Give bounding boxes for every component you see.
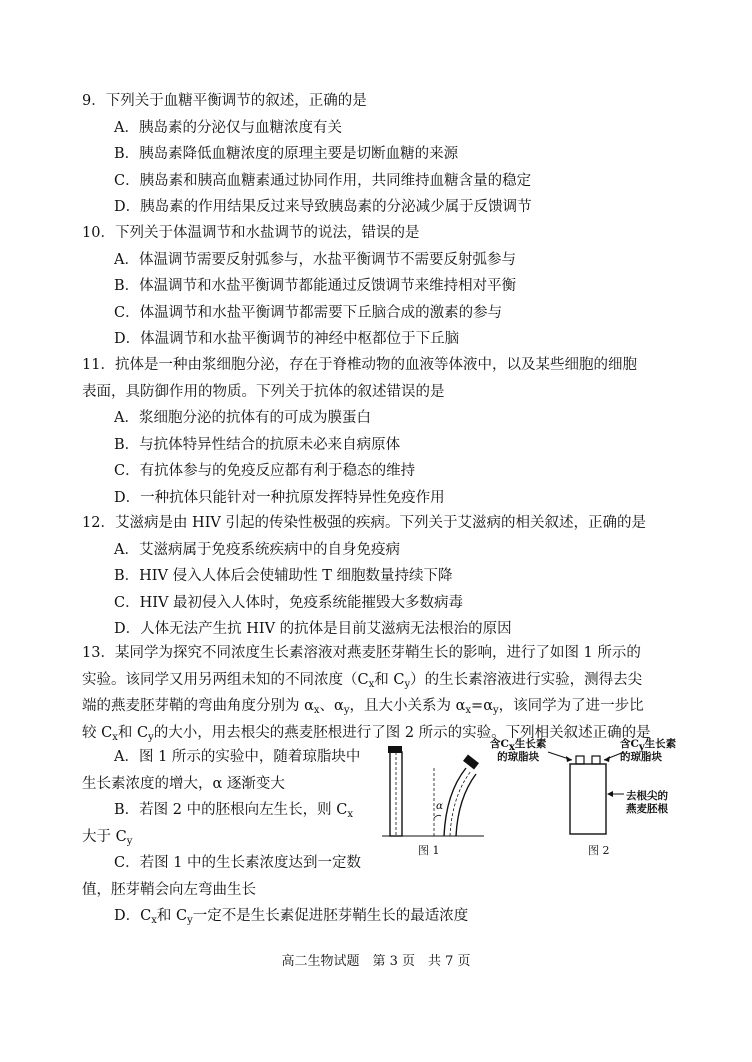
option-d: D．人体无法产生抗 HIV 的抗体是目前艾滋病无法根治的原因 bbox=[114, 621, 512, 637]
option-a-cont: 生长素浓度的增大，α 逐渐变大 bbox=[82, 775, 285, 792]
subscript-y: y bbox=[148, 731, 154, 743]
option-d bbox=[82, 903, 714, 930]
option-b: B．与抗体特异性结合的抗原未必来自病原体 bbox=[114, 436, 401, 453]
stem-text: =α bbox=[471, 698, 493, 714]
option-b bbox=[82, 797, 372, 824]
label-text: 的琼脂块 bbox=[497, 751, 540, 763]
stem-text: ）的生长素溶液进行实验，测得去尖 bbox=[410, 671, 643, 688]
subscript-x: x bbox=[368, 678, 375, 690]
label-text: 去根尖的 bbox=[626, 790, 668, 802]
option-c-cont: 值，胚芽鞘会向左弯曲生长 bbox=[82, 881, 256, 898]
question-12 bbox=[82, 510, 682, 643]
question-stem-line-3 bbox=[82, 693, 682, 720]
question-11 bbox=[82, 352, 682, 511]
option-a: A．艾滋病属于免疫系统疾病中的自身免疫病 bbox=[114, 541, 400, 558]
question-stem: 12．艾滋病是由 HIV 引起的传染性极强的疾病。下列关于艾滋病的相关叙述，正确的是 bbox=[82, 515, 647, 531]
option-text: D．C bbox=[114, 908, 152, 924]
question-13-options bbox=[82, 744, 469, 930]
label-text: 的琼脂块 bbox=[620, 751, 662, 763]
option-b: B．HIV 侵入人体后会使辅助性 T 细胞数量持续下降 bbox=[114, 568, 453, 584]
subscript-x: x bbox=[313, 705, 320, 716]
option-c: C．HIV 最初侵入人体时，免疫系统能摧毁大多数病毒 bbox=[114, 594, 464, 611]
question-9 bbox=[82, 88, 682, 221]
stem-text: 、α bbox=[319, 698, 344, 714]
question-stem: 9．下列关于血糖平衡调节的叙述，正确的是 bbox=[82, 93, 367, 109]
figure-2-label-root bbox=[626, 790, 668, 816]
option-text: 和 C bbox=[156, 908, 188, 924]
question-stem-line-1: 13．某同学为探究不同浓度生长素溶液对燕麦胚芽鞘生长的影响，进行了如图 1 所示的 bbox=[82, 645, 641, 661]
option-d: D．体温调节和水盐平衡调节的神经中枢都位于下丘脑 bbox=[114, 331, 460, 347]
stem-text: 实验。该同学又用另两组未知的不同浓度（C bbox=[82, 671, 369, 688]
option-text: B．若图 2 中的胚根向左生长，则 C bbox=[114, 802, 348, 818]
question-13 bbox=[82, 640, 682, 746]
label-text: 生长素 bbox=[644, 738, 677, 750]
question-13-figures bbox=[378, 738, 678, 858]
subscript-y: y bbox=[493, 705, 499, 716]
stem-text: 的大小，用去根尖的燕麦胚根进行了图 2 所示的实验。下列相关叙述正确的是 bbox=[153, 724, 651, 741]
stem-text: 和 C bbox=[374, 671, 405, 688]
subscript-y: y bbox=[126, 835, 133, 847]
question-stem-line-2: 表面，具防御作用的物质。下列关于抗体的叙述错误的是 bbox=[82, 383, 445, 400]
figure-2-diagram bbox=[538, 738, 658, 838]
subscript-y: y bbox=[343, 705, 350, 716]
stem-text: 较 C bbox=[82, 724, 113, 741]
question-10 bbox=[82, 220, 682, 353]
label-text: 燕麦胚根 bbox=[626, 803, 668, 815]
question-stem-line-1: 11．抗体是一种由浆细胞分泌，存在于脊椎动物的血液等体液中，以及某些细胞的细胞 bbox=[82, 357, 637, 373]
subscript-x: x bbox=[151, 915, 157, 926]
option-c: C．有抗体参与的免疫反应都有利于稳态的维持 bbox=[114, 463, 416, 479]
stem-text: 和 C bbox=[117, 724, 149, 741]
question-stem-line-2 bbox=[82, 667, 682, 694]
subscript-x: x bbox=[508, 742, 515, 753]
subscript-x: x bbox=[112, 731, 118, 743]
figure-2-caption: 图 2 bbox=[588, 844, 610, 857]
stem-text: ，且大小关系为 α bbox=[349, 698, 466, 714]
option-c: C．若图 1 中的生长素浓度达到一定数 bbox=[114, 855, 362, 871]
option-a: A．图 1 所示的实验中，随着琼脂块中 bbox=[114, 749, 361, 765]
option-d: D．胰岛素的作用结果反过来导致胰岛素的分泌减少属于反馈调节 bbox=[114, 199, 532, 215]
option-c: C．体温调节和水盐平衡调节都需要下丘脑合成的激素的参与 bbox=[114, 304, 503, 321]
option-b: B．胰岛素降低血糖浓度的原理主要是切断血糖的来源 bbox=[114, 146, 459, 162]
option-text: 一定不是生长素促进胚芽鞘生长的最适浓度 bbox=[192, 908, 469, 924]
label-text: 生长素 bbox=[514, 738, 547, 750]
subscript-y: y bbox=[187, 915, 193, 926]
figure-1-diagram bbox=[378, 738, 488, 838]
option-a: A．胰岛素的分泌仅与血糖浓度有关 bbox=[114, 119, 342, 136]
stem-text: ，该同学为了进一步比 bbox=[498, 698, 644, 714]
option-d: D．一种抗体只能针对一种抗原发挥特异性免疫作用 bbox=[114, 489, 445, 506]
label-text: 含C bbox=[620, 738, 639, 750]
subscript-y: y bbox=[404, 678, 411, 690]
subscript-x: x bbox=[347, 809, 353, 820]
option-c: C．胰岛素和胰高血糖素通过协同作用，共同维持血糖含量的稳定 bbox=[114, 172, 532, 189]
option-b: B．体温调节和水盐平衡调节都能通过反馈调节来维持相对平衡 bbox=[114, 278, 517, 294]
option-a: A．浆细胞分泌的抗体有的可成为膜蛋白 bbox=[114, 410, 371, 426]
page-footer: 高二生物试题 第 3 页 共 7 页 bbox=[281, 954, 471, 969]
question-stem: 10．下列关于体温调节和水盐调节的说法，错误的是 bbox=[82, 225, 420, 241]
option-b-cont bbox=[82, 824, 372, 851]
subscript-y: y bbox=[638, 742, 645, 753]
label-text: 含C bbox=[490, 738, 509, 750]
stem-text: 端的燕麦胚芽鞘的弯曲角度分别为 α bbox=[82, 698, 314, 714]
figure-1-caption: 图 1 bbox=[418, 844, 440, 857]
option-text: 大于 C bbox=[82, 828, 127, 845]
subscript-x: x bbox=[465, 705, 472, 716]
figure-1-alpha-label: α bbox=[436, 800, 444, 812]
option-a: A．体温调节需要反射弧参与，水盐平衡调节不需要反射弧参与 bbox=[114, 251, 516, 268]
